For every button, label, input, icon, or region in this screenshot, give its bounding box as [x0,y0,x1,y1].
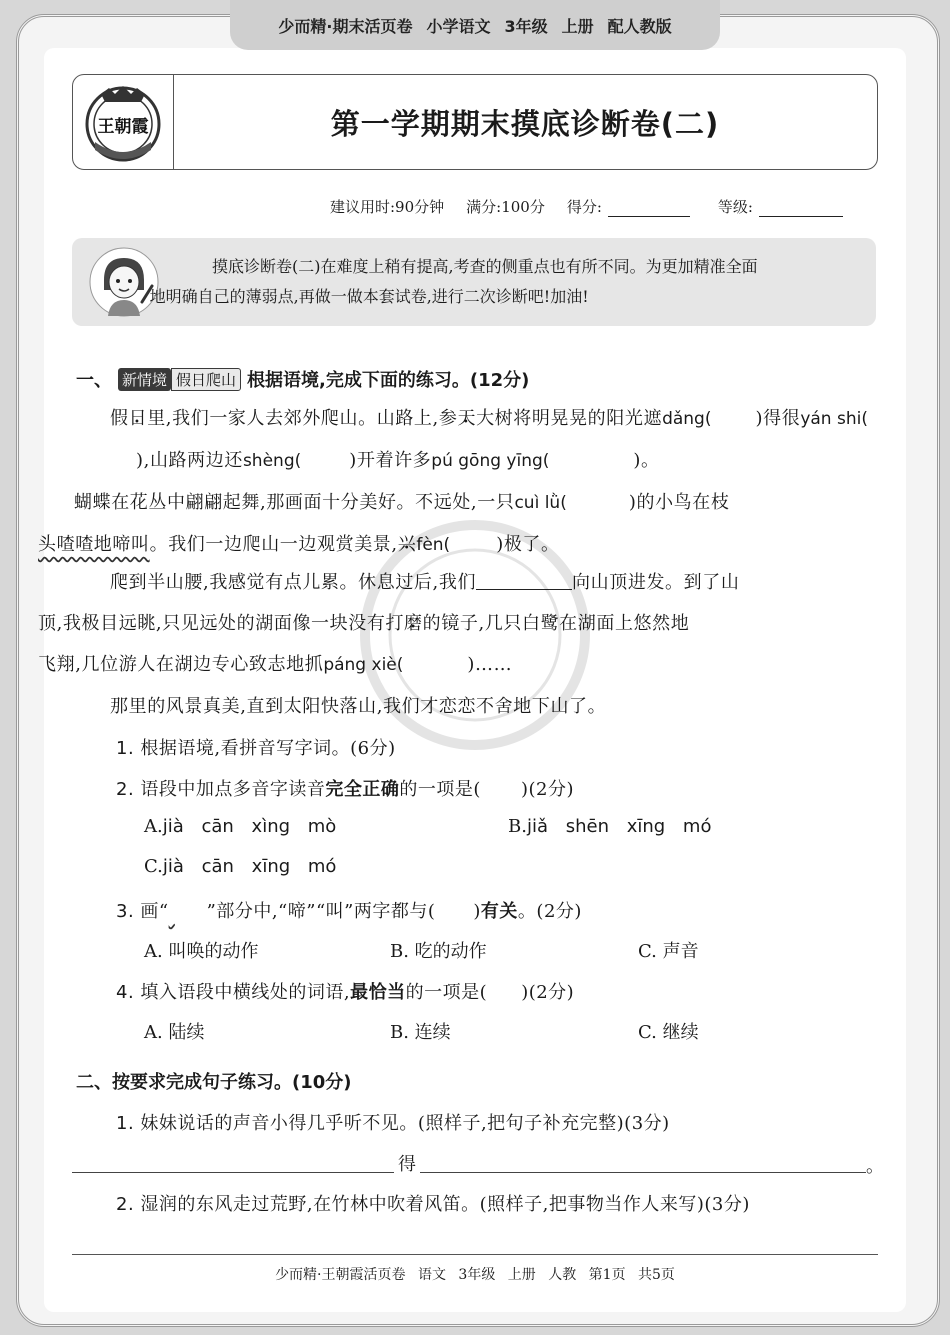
option-3a[interactable]: A. 叫唤的动作 [144,941,259,962]
option-letter: A. [144,816,163,837]
option-letter: C. [144,856,163,877]
logo [73,75,174,169]
question-text-d: 。(2分) [517,901,582,922]
sentence-end-mark: 。 [866,1156,884,1177]
question-number: 2. [116,779,135,800]
pinyin-fen: fèn( [416,535,451,555]
info-row [330,196,878,217]
question-emphasis: 有关 [480,901,518,922]
intro-line-2: 地明确自己的薄弱点,再做一做本套试卷,进行二次诊断吧!加油! [149,287,589,306]
option-3c[interactable]: C. 声音 [638,941,699,962]
passage-paragraph-3: 那里的风景真美,直到太阳快落山,我们才恋恋不舍地下山了。 [110,696,607,717]
header-edition: 配人教版 [607,16,672,36]
option-letter: B. [508,816,527,837]
question-text: 根据语境,看拼音写字词。(6分) [140,738,396,759]
option-4a[interactable]: A. 陆续 [144,1022,205,1043]
p2-text-a: 爬到半山腰,我感觉有点儿累。休息过后,我们 [110,572,477,593]
question-1-1 [116,734,396,760]
option-2c[interactable] [144,856,336,877]
question-text-b: ”部分中,“啼”“叫”两字都与( [206,901,436,922]
answer-line-left[interactable] [72,1148,394,1173]
question-text-c: )(2分) [521,982,575,1003]
p1-text-d: 蝴蝶在花丛中翩翩起舞,那画面十分美好。不远处,一只 [74,492,515,513]
p2-text-d: 的镜子,几只白鹭在湖面上悠然地 [422,613,690,634]
p1-text-b: 天大树将明晃晃的阳光遮 [457,408,663,429]
option-pinyin: jià cān xīng mó [162,856,337,877]
intro-box [72,238,876,326]
logo-emblem-icon [81,80,165,164]
p2-text-b: 向山顶进发。到了山 [572,572,740,593]
option-4c[interactable]: C. 继续 [638,1022,699,1043]
pinyin-pangxie: páng xiè( [323,655,404,675]
question-text-c: ) [473,901,481,922]
question-text: 妹妹说话的声音小得几乎听不见。(照样子,把句子补充完整)(3分) [140,1113,670,1134]
new-context-tag: 新情境 [118,368,171,391]
p1-text-py5e: )的小鸟在枝 [628,492,730,513]
answer-line-right[interactable] [420,1148,866,1173]
p1-text-f: 。我们一边爬山一边观赏美景, [149,534,398,555]
question-number: 1. [116,738,135,759]
header-subject: 小学语文 [426,16,491,36]
question-text-a: 画“ [140,901,169,922]
connector-de: 得 [398,1154,416,1175]
header-tab [230,0,720,50]
score-label: 得分: [566,198,602,216]
holiday-hiking-tag: 假日爬山 [171,368,241,391]
question-text-a: 填入语段中横线处的词语, [140,982,351,1003]
p2-text-e: 飞翔,几位游人在湖边专心致志地抓 [38,654,324,675]
question-number: 2. [116,1194,135,1215]
question-text-a: 语段中加点多音字读音 [140,779,326,800]
question-emphasis: 最恰当 [350,982,406,1003]
pinyin-dang: dǎng( [662,409,712,429]
question-text-b: 的一项是( [399,779,481,800]
p2-text-py7e: )…… [467,654,513,675]
section-1-title [76,366,529,392]
p1-text-py4e: )。 [633,450,660,471]
wavy-underlined-phrase: 头喳喳地啼叫 [38,534,150,555]
p2-text-c: 顶,我极目远眺,只见远处的湖面像一块没有打 [38,613,405,634]
p1-text-c: 得很 [763,408,801,429]
logo-text: 王朝霞 [97,117,149,137]
dotted-char-xing: 兴 • [398,534,417,555]
question-text: 湿润的东风走过荒野,在竹林中吹着风笛。(照样子,把事物当作人来写)(3分) [140,1194,750,1215]
dotted-char-jia: 假 • [110,408,129,429]
option-2a[interactable] [144,816,336,837]
section-2-title: 二、按要求完成句子练习。(10分) [76,1072,352,1093]
footer-divider [72,1254,878,1255]
pinyin-yanshi: yán shi( [800,409,868,429]
page-footer: 少而精·王朝霞活页卷 语文 3年级 上册 人教 第1页 共5页 [275,1267,675,1283]
watermark-emblem-icon [350,510,600,760]
p1-text-a: 日里,我们一家人去郊外爬山。山路上, [128,408,439,429]
option-3b[interactable]: B. 吃的动作 [390,941,487,962]
dotted-char-can: 参 • [439,408,458,429]
pinyin-cuilv: cuì lǜ( [514,493,567,513]
grade-label: 等级: [717,198,753,216]
p1-text-py2e: ),山路两边还 [136,450,243,471]
question-text-b: 的一项是( [405,982,488,1003]
paren-close-1: ) [755,408,764,429]
question-1-4 [116,978,574,1004]
question-number: 1. [116,1113,135,1134]
question-1-3 [116,897,582,923]
suggested-time: 建议用时:90分钟 [330,198,445,216]
header-term: 上册 [561,16,594,36]
question-number: 4. [116,982,135,1003]
question-2-1 [116,1109,670,1135]
option-4b[interactable]: B. 连续 [390,1022,451,1043]
option-pinyin: jiǎ shēn xīng mó [526,816,712,837]
page-title: 第一学期期末摸底诊断卷(二) [330,106,720,141]
section-1-number: 一、 [76,370,112,391]
p1-text-py3e: )开着许多 [349,450,432,471]
p1-text-py6e: )极了。 [496,534,560,555]
pinyin-pugongying: pú gōng yīng( [431,451,550,471]
question-emphasis: 完全正确 [325,779,400,800]
option-pinyin: jià cān xìng mò [162,816,337,837]
intro-text [149,252,862,312]
section-1-heading: 根据语境,完成下面的练习。(12分) [247,370,530,391]
question-number: 3. [116,901,135,922]
option-2b[interactable] [508,816,711,837]
question-text-c: )(2分) [520,779,574,800]
wavy-line-sample [169,901,207,922]
score-field[interactable] [608,200,690,217]
intro-line-1: 摸底诊断卷(二)在难度上稍有提高,考查的侧重点也有所不同。为更加精准全面 [212,257,758,276]
header-grade: 3年级 [504,16,548,36]
question-2-2 [116,1190,750,1216]
grade-field[interactable] [759,200,843,217]
full-score: 满分:100分 [466,198,545,216]
dotted-char-mo: 磨 • [404,613,423,634]
pinyin-sheng: shèng( [242,451,302,471]
question-1-2 [116,775,574,801]
header-series: 少而精·期末活页卷 [278,16,413,36]
title-box [72,74,878,170]
